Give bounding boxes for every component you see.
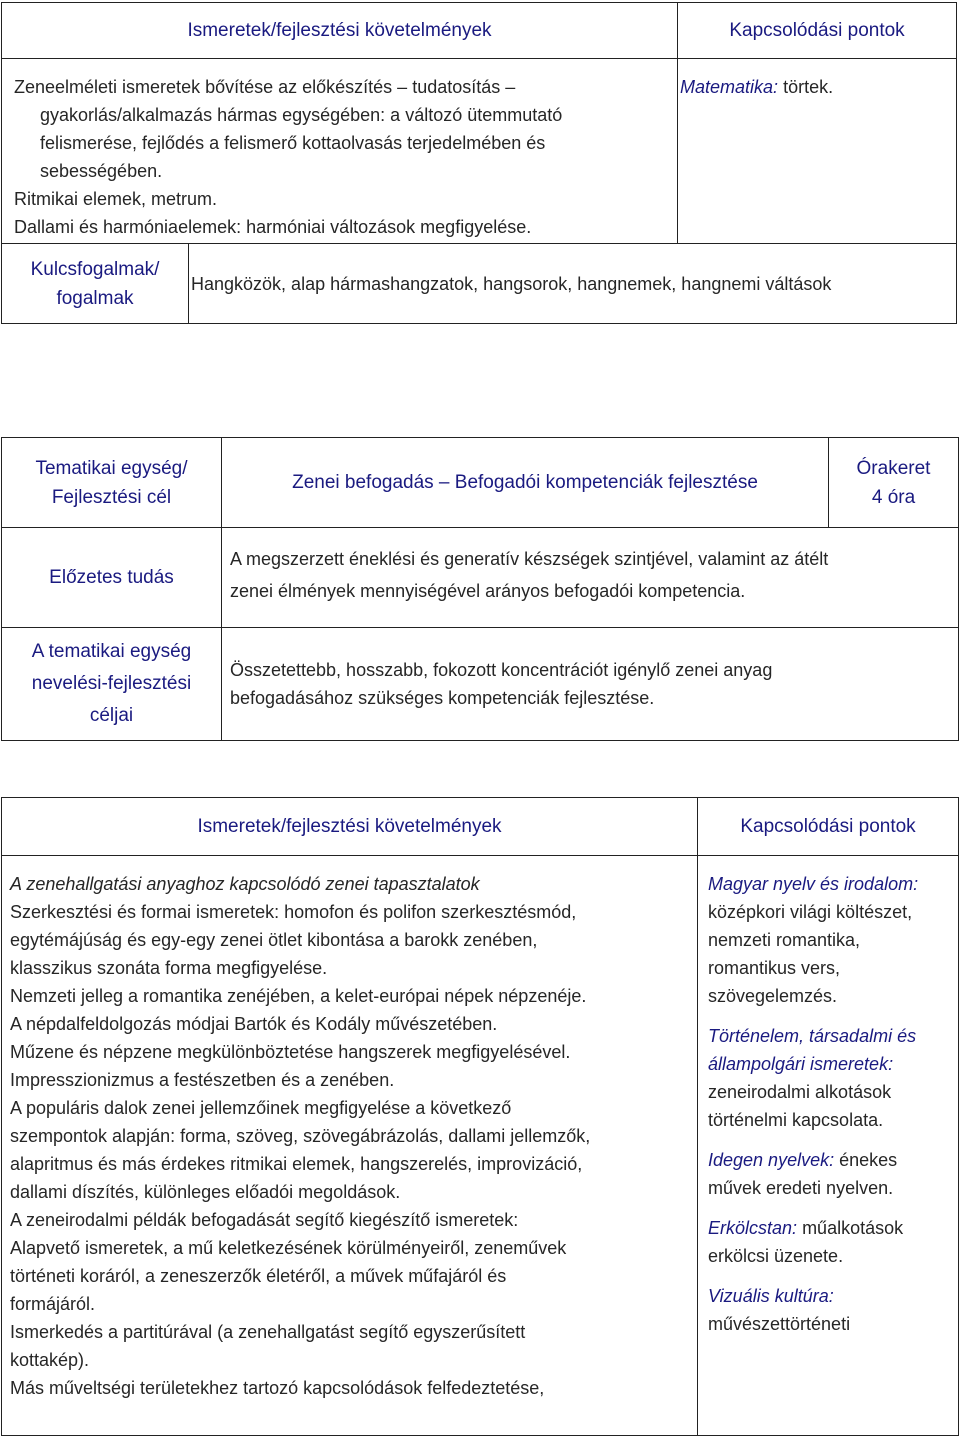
content-line: Műzene és népzene megkülönböztetése hangszerek megfigyelésével. bbox=[10, 1042, 571, 1062]
connections-header: Kapcsolódási pontok bbox=[678, 3, 957, 59]
connections-header: Kapcsolódási pontok bbox=[698, 798, 959, 856]
connections-content bbox=[678, 59, 957, 244]
requirements-content bbox=[2, 856, 698, 1436]
requirements-table-2 bbox=[1, 797, 959, 1436]
intro-line: A zenehallgatási anyaghoz kapcsolódó zenei tapasztalatok bbox=[10, 874, 480, 894]
content-line: kottakép). bbox=[10, 1350, 90, 1370]
hours-box bbox=[829, 438, 959, 528]
content-line: történeti koráról, a zeneszerzők életéről, a művek műfajáról és bbox=[10, 1266, 507, 1286]
content-line: A zeneirodalmi példák befogadását segítő kiegészítő ismeretek: bbox=[10, 1210, 519, 1230]
prior-knowledge-text: A megszerzett éneklési és generatív készségek szintjével, valamint az átélt zenei élmények mennyiségével arányos befogadói kompetencia. bbox=[222, 528, 959, 628]
content-line: Ritmikai elemek, metrum. bbox=[14, 189, 218, 209]
thematic-unit-table bbox=[1, 437, 959, 741]
content-line: Szerkesztési és formai ismeretek: homofon és polifon szerkesztésmód, bbox=[10, 902, 577, 922]
requirements-content bbox=[2, 59, 678, 244]
content-line: gyakorlás/alkalmazás hármas egységében: a változó ütemmutató bbox=[40, 105, 563, 125]
content-line: Alapvető ismeretek, a mű keletkezésének körülményeiről, zeneművek bbox=[10, 1238, 567, 1258]
connection-label: Matematika: bbox=[680, 77, 779, 97]
content-line: Nemzeti jelleg a romantika zenéjében, a kelet-európai népek népzenéje. bbox=[10, 986, 587, 1006]
hours-value: 4 óra bbox=[871, 486, 916, 508]
key-concepts-text: Hangközök, alap hármashangzatok, hangsorok, hangnemek, hangnemi váltások bbox=[189, 244, 957, 324]
connection-label: állampolgári ismeretek: bbox=[708, 1054, 894, 1074]
content-line: A népdalfeldolgozás módjai Bartók és Kodály művészetében. bbox=[10, 1014, 498, 1034]
prior-knowledge-label: Előzetes tudás bbox=[2, 528, 222, 628]
content-line: formájáról. bbox=[10, 1294, 96, 1314]
goals-text: Összetettebb, hosszabb, fokozott koncentrációt igénylő zenei anyag befogadásához szükséges kompetenciák fejlesztése. bbox=[222, 628, 959, 741]
connection-label: Idegen nyelvek: bbox=[708, 1150, 835, 1170]
unit-title: Zenei befogadás – Befogadói kompetenciák fejlesztése bbox=[222, 438, 829, 528]
connection-label: Vizuális kultúra: bbox=[708, 1286, 834, 1306]
content-line: Impresszionizmus a festészetben és a zenében. bbox=[10, 1070, 395, 1090]
requirements-table-1 bbox=[1, 2, 957, 324]
content-line: felismerése, fejlődés a felismerő kottaolvasás terjedelmében és bbox=[40, 133, 546, 153]
connection-label: Történelem, társadalmi és bbox=[708, 1026, 917, 1046]
content-line: dallami díszítés, különleges előadói megoldások. bbox=[10, 1182, 401, 1202]
unit-label: Tematikai egység/ Fejlesztési cél bbox=[2, 438, 222, 528]
key-concepts-label: Kulcsfogalmak/ fogalmak bbox=[2, 244, 189, 324]
connections-content: Magyar nyelv és irodalom: középkori világi költészet, nemzeti romantika, romantikus vers, szövegelemzés. Történelem, társadalmi és állampolgári ismeretek: zeneirodalmi alkotások történelmi kapcsolata. Idegen nyelvek: énekes művek eredeti nyelven. Erkölcstan: műalkotások erkölcsi üzenete. Vizuális kultúra: művészettörténeti bbox=[698, 856, 959, 1436]
content-line: sebességében. bbox=[40, 161, 163, 181]
content-line: Ismerkedés a partitúrával (a zenehallgatást segítő egyszerűsített bbox=[10, 1322, 526, 1342]
connection-text: törtek. bbox=[783, 77, 834, 97]
hours-label: Órakeret bbox=[856, 457, 931, 479]
content-line: klasszikus szonáta forma megfigyelése. bbox=[10, 958, 328, 978]
requirements-header: Ismeretek/fejlesztési követelmények bbox=[2, 3, 678, 59]
requirements-header: Ismeretek/fejlesztési követelmények bbox=[2, 798, 698, 856]
content-line: alapritmus és más érdekes ritmikai elemek, hangszerelés, improvizáció, bbox=[10, 1154, 583, 1174]
connection-label: Magyar nyelv és irodalom: bbox=[708, 874, 919, 894]
content-line: szempontok alapján: forma, szöveg, szövegábrázolás, dallami jellemzők, bbox=[10, 1126, 591, 1146]
connection-label: Erkölcstan: bbox=[708, 1218, 798, 1238]
content-line: Dallami és harmóniaelemek: harmóniai változások megfigyelése. bbox=[14, 217, 532, 237]
goals-label: A tematikai egység nevelési-fejlesztési céljai bbox=[2, 628, 222, 741]
content-line: A populáris dalok zenei jellemzőinek megfigyelése a következő bbox=[10, 1098, 512, 1118]
content-line: Zeneelméleti ismeretek bővítése az előkészítés – tudatosítás – bbox=[14, 77, 516, 97]
content-line: Más műveltségi területekhez tartozó kapcsolódások felfedeztetése, bbox=[10, 1378, 545, 1398]
content-line: egytémájúság és egy-egy zenei ötlet kibontása a barokk zenében, bbox=[10, 930, 538, 950]
